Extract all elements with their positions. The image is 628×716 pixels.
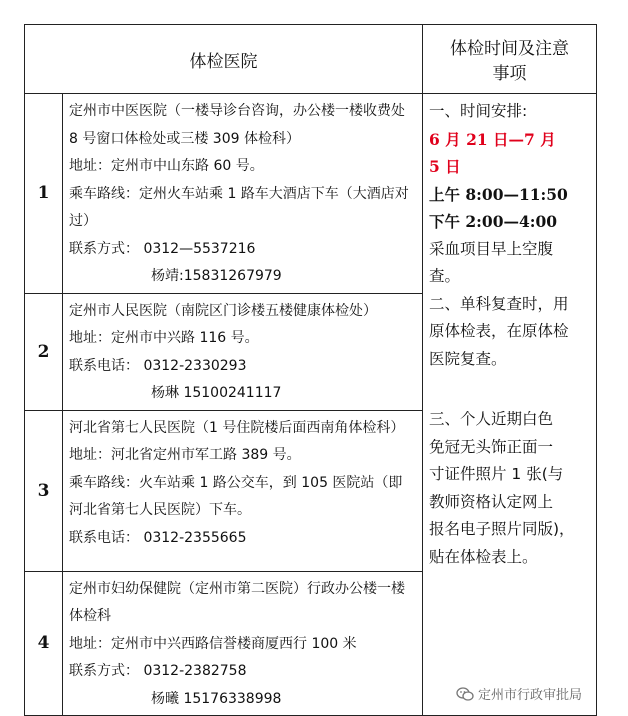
morning-hours: 上午 8:00—11:50 (429, 184, 568, 204)
hospital-table (24, 24, 597, 716)
fasting-note-b: 查。 (429, 267, 461, 285)
recheck-note-b: 原体检表，在原体检 (429, 322, 569, 340)
watermark (456, 684, 582, 703)
hospital-address: 地址：定州市中兴西路信誉楼商厦西行 100 米 (69, 635, 357, 652)
notes-cell (423, 94, 597, 716)
hospital-contact: 联系电话： 0312-2355665 (69, 529, 247, 546)
hospital-name: 河北省第七人民医院（1 号住院楼后面西南角体检科） (69, 419, 405, 436)
hospital-cell (63, 293, 423, 410)
contact-person: 杨曦 15176338998 (151, 690, 282, 707)
photo-note-b: 免冠无头饰正面一 (429, 437, 554, 456)
row-number: 4 (25, 571, 63, 716)
hospital-name: 定州市中医医院（一楼导诊台咨询，办公楼一楼收费处 8 号窗口体检处或三楼 309 体检科） (69, 103, 405, 147)
schedule-dates-b: 5 日 (429, 157, 461, 176)
row-number: 2 (25, 293, 63, 410)
photo-note-a: 三、个人近期白色 (429, 410, 554, 428)
spacer (429, 373, 590, 406)
fasting-note-a: 采血项目早上空腹 (429, 239, 554, 258)
hospital-address: 地址：定州市中兴路 116 号。 (69, 330, 259, 346)
hospital-name: 定州市人民医院（南院区门诊楼五楼健康体检处） (69, 302, 377, 319)
header-notes-line2: 事项 (492, 64, 527, 84)
hospital-address: 地址：河北省定州市军工路 389 号。 (69, 447, 301, 463)
wechat-icon (456, 686, 474, 702)
recheck-note-c: 医院复查。 (429, 349, 507, 368)
hospital-cell (63, 571, 423, 716)
hospital-address: 地址：定州市中山东路 60 号。 (69, 158, 264, 174)
hospital-route: 乘车路线：火车站乘 1 路公交车，到 105 医院站（即河北省第七人民医院）下车。 (69, 474, 403, 518)
header-hospital: 体检医院 (25, 25, 423, 94)
hospital-name: 定州市妇幼保健院（定州市第二医院）行政办公楼一楼体检科 (69, 580, 405, 624)
hospital-contact: 联系方式： 0312—5537216 (69, 240, 256, 257)
hospital-route: 乘车路线：定州火车站乘 1 路车大酒店下车（大酒店对过） (69, 185, 409, 229)
row-number: 3 (25, 410, 63, 571)
contact-person: 杨琳 15100241117 (151, 385, 282, 401)
hospital-cell (63, 94, 423, 294)
schedule-title: 一、时间安排: (429, 102, 528, 120)
photo-note-f: 贴在体检表上。 (429, 547, 538, 566)
photo-note-e: 报名电子照片同版)， (429, 520, 575, 538)
contact-person: 杨靖:15831267979 (151, 268, 282, 284)
photo-note-c: 寸证件照片 1 张(与 (429, 465, 564, 483)
afternoon-hours: 下午 2:00—4:00 (429, 212, 558, 231)
header-notes-line1: 体检时间及注意 (450, 39, 569, 59)
header-notes (423, 25, 597, 94)
hospital-cell (63, 410, 423, 571)
row-number: 1 (25, 94, 63, 294)
hospital-contact: 联系电话： 0312-2330293 (69, 357, 247, 374)
schedule-dates-a: 6 月 21 日—7 月 (429, 129, 556, 149)
hospital-contact: 联系方式： 0312-2382758 (69, 663, 247, 679)
recheck-note-a: 二、单科复查时，用 (429, 294, 569, 313)
photo-note-d: 教师资格认定网上 (429, 492, 554, 511)
watermark-text: 定州市行政审批局 (478, 688, 583, 703)
